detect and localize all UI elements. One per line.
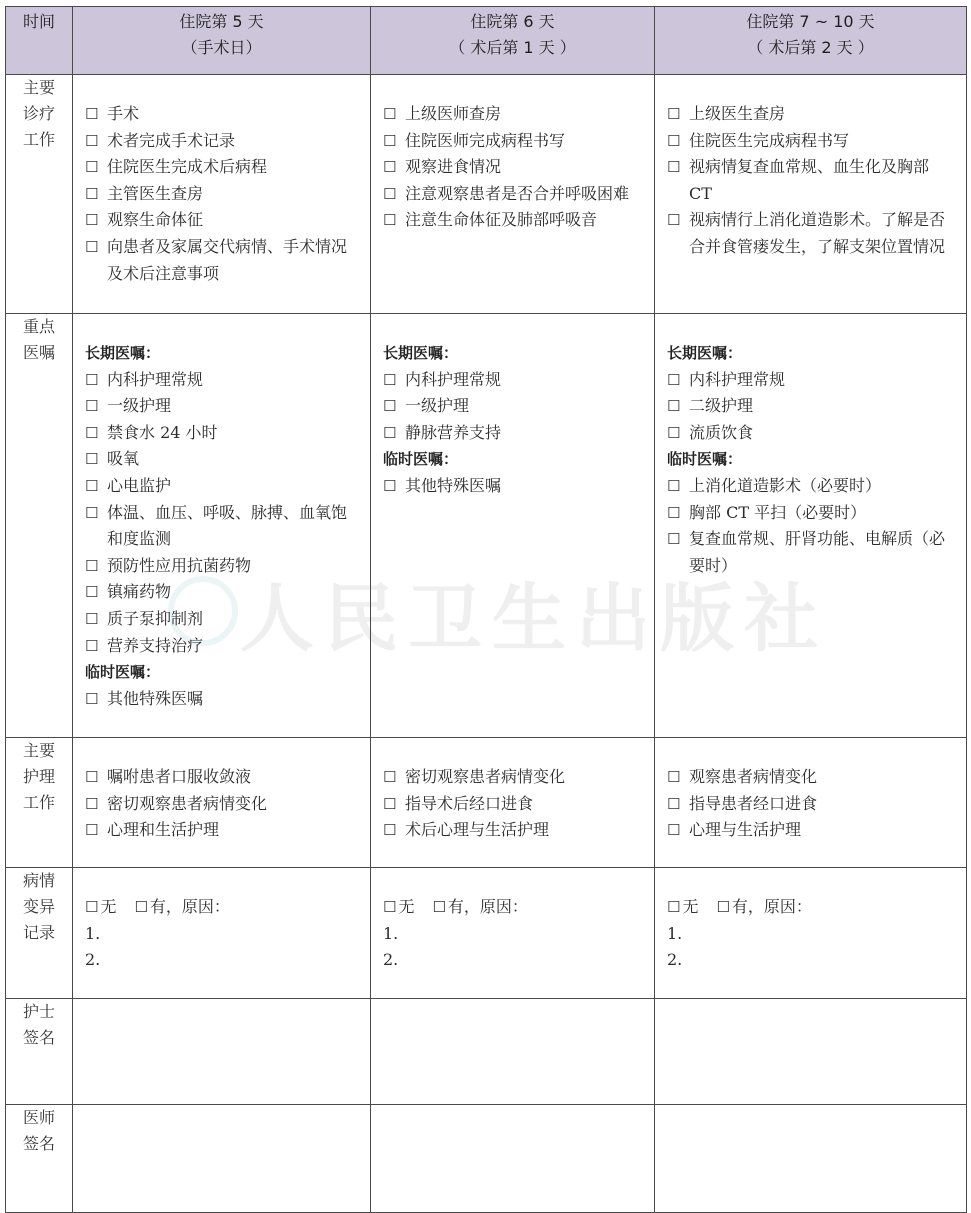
variance-row [6,868,967,999]
row-label [6,314,73,738]
checklist-item [667,500,956,527]
checklist-item-text: 其他特殊医嘱 [405,475,502,495]
row-label-part: 变异 [22,897,55,916]
checkbox[interactable]: ☐ [85,503,99,522]
clinical-pathway-table [5,6,967,1213]
checkbox[interactable]: ☐ [85,583,99,602]
checkbox[interactable]: ☐ [85,211,99,230]
checkbox[interactable]: ☐ [667,397,681,416]
checklist-item [383,181,644,208]
checklist-item-text: 注意生命体征及肺部呼吸音 [405,210,598,230]
checkbox-has[interactable]: ☐ [134,898,148,916]
checklist-item [85,101,360,128]
checklist-item-text: 体温、血压、呼吸、脉搏、血氧饱和度监测 [107,502,348,549]
day-header-line1: 住院第 7 ~ 10 天 [746,12,875,31]
checklist-item-text: 预防性应用抗菌药物 [107,555,252,575]
nursing-cell [371,738,655,868]
checklist-item [85,234,360,287]
nurse-sign-row [6,999,967,1105]
orders-cell [655,314,967,738]
checklist-item [667,817,956,844]
checkbox[interactable]: ☐ [85,397,99,416]
checklist-item-text: 流质饮食 [689,422,754,442]
checklist-item [85,764,360,791]
row-label-part: 签名 [22,1134,55,1153]
checklist-item [85,181,360,208]
checklist-item-text: 上级医生查房 [689,104,786,123]
variance-none-label: 无 [100,897,117,916]
row-label [6,868,73,999]
checklist-item-text: 观察生命体征 [107,210,204,230]
checklist-item-text: 心理与生活护理 [689,820,802,840]
checklist-item [383,393,644,420]
checkbox[interactable]: ☐ [383,476,397,495]
checklist-item [85,420,360,447]
row-label [6,75,73,314]
order-section-heading: 临时医嘱： [383,450,459,469]
checklist-item-text: 向患者及家属交代病情、手术情况及术后注意事项 [107,236,348,283]
checkbox-none[interactable]: ☐ [85,898,99,916]
checklist-item [667,393,956,420]
day-header [371,7,655,75]
checklist-item-text: 手术 [107,104,140,123]
checklist-item-text: 密切观察患者病情变化 [107,793,268,813]
checklist-item [85,154,360,181]
row-label-part: 医师 [22,1108,55,1127]
checkbox[interactable]: ☐ [85,237,99,256]
day-header [73,7,371,75]
row-label [6,1105,73,1213]
row-label-part: 工作 [22,130,55,149]
checkbox[interactable]: ☐ [383,370,397,389]
checkbox[interactable]: ☐ [383,184,397,203]
checklist-item-text: 一级护理 [405,396,470,416]
checklist-item [85,606,360,633]
row-label-part: 主要 [22,741,55,760]
checklist-item-text: 营养支持治疗 [107,635,204,655]
checklist-item-text: 指导患者经口进食 [689,793,818,813]
time-header: 时间 [6,7,73,75]
checklist-item-text: 嘱咐患者口服收敛液 [107,767,252,786]
checklist-item-text: 住院医师完成病程书写 [405,130,566,150]
row-label-part: 护理 [22,767,55,786]
nursing-cell [655,738,967,868]
checklist-item [667,367,956,394]
order-section-heading: 长期医嘱： [383,344,459,362]
orders-cell [73,314,371,738]
orders-row [6,314,967,738]
variance-options [85,894,360,921]
checklist-item-text: 质子泵抑制剂 [107,608,204,628]
checkbox[interactable]: ☐ [85,636,99,655]
variance-reason-line[interactable]: 1. [667,923,683,943]
order-section-heading: 长期医嘱： [85,344,161,362]
checkbox-none[interactable]: ☐ [383,898,397,916]
variance-reason-line[interactable]: 1. [383,923,399,943]
day-header-line2: （ 术后第 1 天 ） [449,38,576,57]
checklist-item [85,686,360,713]
checklist-item [667,207,956,260]
checklist-item-text: 主管医生查房 [107,183,204,203]
variance-none-label: 无 [682,897,699,916]
checklist-item-text: 一级护理 [107,396,172,416]
checklist-item-text: 指导术后经口进食 [405,793,534,813]
row-label-part: 记录 [22,923,55,942]
checklist-item [85,473,360,500]
variance-cell [73,868,371,999]
checklist-item [383,764,644,791]
orders-cell [371,314,655,738]
checklist-item [85,791,360,818]
checklist-item-text: 住院医生完成术后病程 [107,157,268,177]
checkbox[interactable]: ☐ [667,794,681,813]
checklist-item-text: 吸氧 [107,449,140,469]
order-section-heading: 临时医嘱： [667,450,743,469]
checkbox[interactable]: ☐ [85,131,99,150]
checkbox[interactable]: ☐ [85,370,99,389]
checklist-item [383,128,644,155]
checkbox[interactable]: ☐ [85,423,99,442]
nurse-signature-field[interactable] [655,999,967,1105]
main-work-cell [371,75,655,314]
checkbox[interactable]: ☐ [85,105,99,123]
checkbox[interactable]: ☐ [85,556,99,575]
checkbox[interactable]: ☐ [383,768,397,786]
doctor-signature-field[interactable] [655,1105,967,1213]
checklist-item-text: 内科护理常规 [107,369,204,389]
main-work-row [6,75,967,314]
checklist-item [85,500,360,553]
row-label-part: 病情 [22,871,55,890]
doctor-sign-row [6,1105,967,1213]
order-section-heading: 临时医嘱： [85,663,161,682]
row-label-part: 工作 [22,793,55,812]
variance-has-label: 有，原因： [731,897,812,916]
checklist-item [383,791,644,818]
checkbox[interactable]: ☐ [667,423,681,442]
doctor-signature-field[interactable] [73,1105,371,1213]
checkbox[interactable]: ☐ [667,211,681,230]
checkbox[interactable]: ☐ [667,158,681,177]
checkbox[interactable]: ☐ [667,105,681,123]
checkbox[interactable]: ☐ [85,689,99,708]
row-label [6,999,73,1105]
variance-reason-line[interactable]: 2. [85,950,101,970]
checkbox[interactable]: ☐ [383,821,397,840]
checklist-item-text: 观察患者病情变化 [689,767,818,786]
checklist-item-text: 心理和生活护理 [107,820,220,840]
checklist-item [667,791,956,818]
nurse-signature-field[interactable] [73,999,371,1105]
checklist-item [667,526,956,579]
checklist-item [85,579,360,606]
nursing-row [6,738,967,868]
checkbox[interactable]: ☐ [85,158,99,177]
checklist-item [667,154,956,207]
day-header-line2: （ 术后第 2 天 ） [747,38,874,57]
checklist-item-text: 静脉营养支持 [405,422,502,442]
checkbox[interactable]: ☐ [85,476,99,495]
variance-reason-line[interactable]: 2. [667,950,683,970]
checkbox-none[interactable]: ☐ [667,898,681,916]
checklist-item [667,128,956,155]
checkbox[interactable]: ☐ [383,158,397,177]
checklist-item [383,817,644,844]
checklist-item [85,633,360,660]
checklist-item-text: 胸部 CT 平扫（必要时） [689,502,867,522]
checklist-item-text: 视病情复查血常规、血生化及胸部 CT [689,157,930,203]
checkbox[interactable]: ☐ [85,184,99,203]
variance-none-label: 无 [398,897,415,916]
checkbox[interactable]: ☐ [667,530,681,549]
checklist-item [383,367,644,394]
checklist-item-text: 视病情行上消化道造影术。了解是否合并食管瘘发生，了解支架位置情况 [689,210,946,256]
checklist-item [85,367,360,394]
variance-options [667,894,956,921]
row-label-part: 重点 [22,317,55,336]
checkbox[interactable]: ☐ [85,794,99,813]
checklist-item [383,154,644,181]
checklist-item [383,207,644,234]
checkbox[interactable]: ☐ [383,397,397,416]
checklist-item [85,817,360,844]
checkbox[interactable]: ☐ [85,450,99,469]
checklist-item [667,764,956,791]
checklist-item [85,446,360,473]
checkbox[interactable]: ☐ [667,821,681,840]
row-label-part: 主要 [22,78,55,97]
checklist-item-text: 心电监护 [107,475,172,495]
checkbox[interactable]: ☐ [667,476,681,495]
checkbox[interactable]: ☐ [667,370,681,389]
checklist-item-text: 术后心理与生活护理 [405,820,550,840]
checklist-item-text: 上级医师查房 [405,104,502,123]
checkbox[interactable]: ☐ [383,131,397,150]
checklist-item-text: 术者完成手术记录 [107,130,236,150]
checkbox[interactable]: ☐ [85,609,99,628]
day-header-line1: 住院第 5 天 [179,12,264,31]
header-row [6,7,967,75]
checkbox[interactable]: ☐ [383,423,397,442]
checkbox[interactable]: ☐ [85,768,99,786]
checklist-item-text: 密切观察患者病情变化 [405,767,566,786]
nursing-cell [73,738,371,868]
checklist-item [85,393,360,420]
variance-options [383,894,644,921]
row-label-part: 签名 [22,1028,55,1047]
main-work-cell [73,75,371,314]
checklist-item-text: 镇痛药物 [107,582,172,602]
variance-has-label: 有，原因： [149,897,230,916]
row-label-part: 诊疗 [22,104,55,123]
checklist-item [85,207,360,234]
checklist-item-text: 其他特殊医嘱 [107,688,204,708]
checkbox-has[interactable]: ☐ [432,898,446,916]
checklist-item [667,473,956,500]
checkbox-has[interactable]: ☐ [716,898,730,916]
doctor-signature-field[interactable] [371,1105,655,1213]
checklist-item [383,420,644,447]
watermark-text: 人民卫生出版社 [240,576,828,662]
row-label [6,738,73,868]
variance-reason-line[interactable]: 2. [383,950,399,970]
checklist-item-text: 上消化道造影术（必要时） [689,475,882,495]
variance-cell [655,868,967,999]
checkbox[interactable]: ☐ [383,794,397,813]
variance-cell [371,868,655,999]
row-label-part: 护士 [22,1002,55,1021]
checkbox[interactable]: ☐ [667,768,681,786]
checklist-item-text: 二级护理 [689,396,754,416]
checklist-item [85,128,360,155]
day-header-line2: （手术日） [181,38,262,57]
checkbox[interactable]: ☐ [85,821,99,840]
checklist-item-text: 复查血常规、肝肾功能、电解质（必要时） [689,529,946,575]
checklist-item [383,473,644,500]
checklist-item-text: 禁食水 24 小时 [107,422,218,442]
main-work-cell [655,75,967,314]
checkbox[interactable]: ☐ [667,503,681,522]
checkbox[interactable]: ☐ [383,211,397,230]
checklist-item [667,101,956,128]
order-section-heading: 长期医嘱： [667,344,743,362]
day-header [655,7,967,75]
checklist-item [383,101,644,128]
checklist-item-text: 注意观察患者是否合并呼吸困难 [405,183,630,203]
day-header-line1: 住院第 6 天 [470,12,555,31]
checkbox[interactable]: ☐ [383,105,397,123]
checklist-item-text: 住院医生完成病程书写 [689,130,850,150]
checklist-item [85,553,360,580]
variance-has-label: 有，原因： [447,897,528,916]
nurse-signature-field[interactable] [371,999,655,1105]
variance-reason-line[interactable]: 1. [85,923,101,943]
checklist-item-text: 内科护理常规 [689,369,786,389]
checklist-item-text: 观察进食情况 [405,157,502,177]
checklist-item [667,420,956,447]
row-label-part: 医嘱 [22,343,55,362]
checkbox[interactable]: ☐ [667,131,681,150]
checklist-item-text: 内科护理常规 [405,369,502,389]
